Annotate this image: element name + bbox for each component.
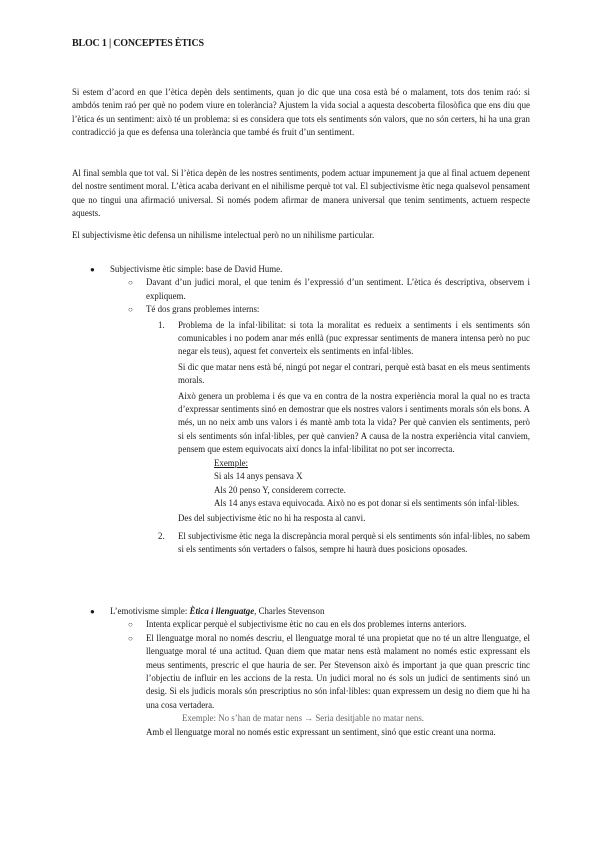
bullet-emotivisme [72,605,530,618]
section-subjectivisme [72,263,530,557]
paragraph-1: Si estem d’acord en que l’ètica depèn dels sentiments, quan jo dic que una cosa està bé o malament, tots dos tenim raó: si ambdós tenim raó per què no podem viure en tolerància? Ajustem la vida social a aquesta descoberta filosòfica que ens diu que l’ètica és un sentiment: això té un problema: si es considera que tots els sentiments són valors, que no són certers, hi ha una gran contradicció ja que es defensa una tolerància que també és fruit d’un sentiment. [72,87,530,138]
example-line-1: Si als 14 anys pensava X [214,471,303,482]
subbullet-text: Té dos grans problemes interns: [146,304,260,315]
filled-circle-bullet-icon: ● [90,265,95,274]
example-line-2: Als 20 penso Y, considerem correcte. [214,484,346,495]
paragraph-3: El subjectivisme ètic defensa un nihilisme intelectual però no un nihilisme particular. [72,230,375,240]
hollow-circle-bullet-icon: ○ [128,633,133,643]
closing-paragraph: Amb el llenguatge moral no només estic expressant un sentiment, sinó que estic creant una norma. [146,726,496,737]
book-title: Ètica i llenguatge [189,606,255,616]
item-number: 1. [158,319,165,330]
numbered-item-2 [146,530,530,557]
example-label: Exemple: [214,457,249,468]
subbullet-2 [110,632,530,712]
numbered-item-1 [146,319,530,359]
subbullet-text: El llenguatge moral no només descriu, el llenguatge moral té una propietat que no té un altre llenguatge, el llenguatge moral té una actitud. Quan diem que matar nens està malament no només estic expressant els meus sentiments, prescric el que hauria de ser. Per Stevenson això és important ja que quan prescric tinc l’objectiu de influir en les accions de la resta. Un judici moral no és sols un judici de sentiments sinó un desig. Si els judicis morals són prescriptius no són infal·libles: quan expressem un desig no diem que hi ha una cosa vertadera. [146,632,530,710]
numbered-list [110,319,530,557]
item-text: El subjectivisme ètic nega la discrepància moral perquè si els sentiments són infal·libles, no sabem si els sentiments són vertaders o falsos, sempre hi haurà dues posicions oposades. [178,530,530,555]
bullet-text: Subjectivisme ètic simple: base de David Hume. [110,264,283,274]
item-text: Problema de la infal·libilitat: si tota la moralitat es redueix a sentiments i els sentiments són comunicables i no podem anar més enllà (puc expressar sentiments de manera intensa però no puc negar els teus), aquest fet converteix els sentiments en infal·libles. [178,319,530,357]
sublist [72,618,530,712]
example-line-3: Als 14 anys estava equivocada. Això no es pot donar si els sentiments són infal·libles. [214,497,520,508]
item1-ending: Des del subjectivisme ètic no hi ha resposta al canvi. [178,513,366,524]
subbullet-1 [110,276,530,303]
bullet-suffix: , Charles Stevenson [254,606,325,616]
section-emotivisme [72,605,530,739]
item1-paragraph-2: Si dic que matar nens està bé, ningú pot negar el contrari, perquè està basat en els meus sentiments morals. [178,361,530,386]
subbullet-text: Intenta explicar perquè el subjectivisme ètic no cau en els dos problemes interns anteriors. [146,619,467,630]
hollow-circle-bullet-icon: ○ [128,620,133,630]
bullet-prefix: L’emotivisme simple: [110,606,190,616]
sublist [72,276,530,556]
document-title: BLOC 1 | CONCEPTES ÈTICS [72,38,204,49]
subbullet-2 [110,303,530,316]
subbullet-text: Davant d’un judici moral, el que tenim és l’expressió d’un sentiment. L’ètica és descriptiva, observem i expliquem. [146,277,530,301]
example-gray: Exemple: No s’han de matar nens → Seria desitjable no matar nens. [182,713,425,724]
bullet-subjectivisme [72,263,530,276]
subbullet-1 [110,618,530,631]
item-number: 2. [158,530,165,541]
hollow-circle-bullet-icon: ○ [128,278,133,288]
filled-circle-bullet-icon: ● [90,607,95,616]
item1-paragraph-3: Això genera un problema i és que va en contra de la nostra experiència moral la qual no es tracta d’expressar sentiments sinó en demostrar que els nostres valors i sentiments morals són els bons. A més, un no neix amb uns valors i és mantè amb tota la vida? Per què canvien els sentiments, però si els sentiments són infal·libles, per què canvien? A causa de la nostra experiència vital canviem, pensem que estem equivocats així doncs la infal·libilitat no pot ser incorrecta. [178,390,530,455]
paragraph-2: Al final sembla que tot val. Si l’ètica depèn de les nostres sentiments, podem actuar impunement ja que al final actuem depenent del nostre sentiment moral. L’ètica acaba derivant en el nihilisme perquè tot val. El subjectivisme ètic nega qualsevol pensament que no tingui una afirmació universal. Si només podem afirmar de manera universal que tenim sentiments, actuem respecte aquests. [72,168,530,219]
hollow-circle-bullet-icon: ○ [128,305,133,315]
